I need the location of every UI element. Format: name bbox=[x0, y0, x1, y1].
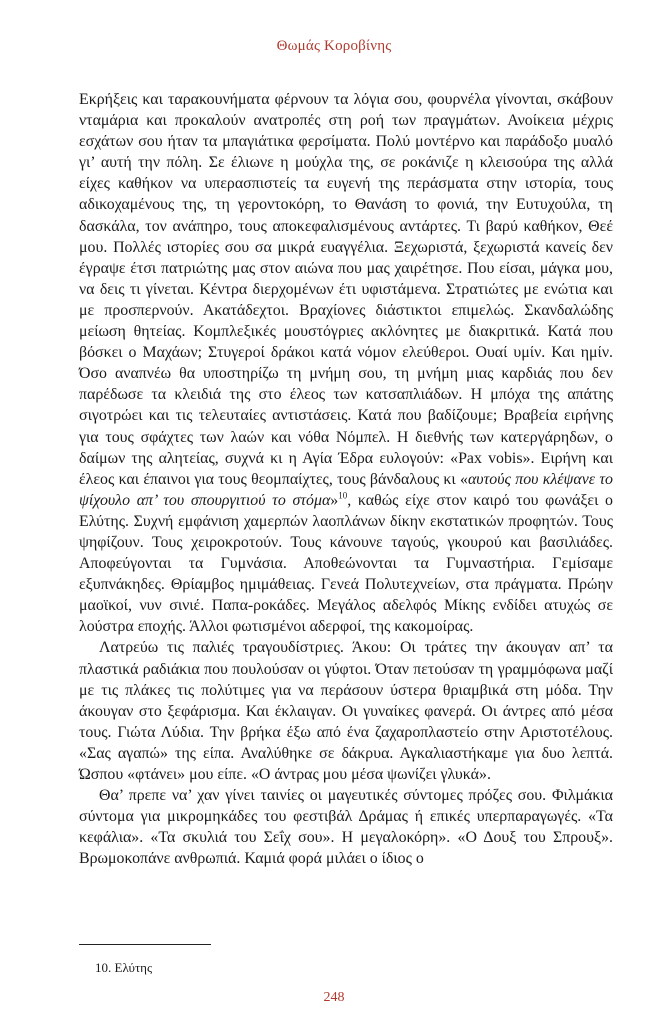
paragraph-1-part-3: , καθώς είχε στον καιρό του φωνάξει ο Ελύτης. Συχνή εμφάνιση χαμερπών λαοπλάνων δίκην εκστατικών προφητών. Τους ψηφίζουν. Τους χειροκροτούν. Τους κάνουνε ταγούς, γκουρού και βασιλιάδες. Αποφεύγονται τα Γυμνάσια. Αποθεώνονται τα Γυμναστήρια. Γεμίσαμε εξυπνάκηδες. Θρίαμβος ημιμάθειας. Γενεά Πολυτεχνείων, στα πράγματα. Πρώην μαοϊκοί, νυν σινιέ. Παπα-ροκάδες. Μεγάλος αδελφός Μίκης ενδίδει ατυχώς σε λούστρα εποχής. Άλλοι φωτισμένοι αδερφοί, της κακομοίρας. bbox=[79, 491, 613, 636]
paragraph-1-part-1: Εκρήξεις και ταρακουνήματα φέρνουν τα λόγια σου, φουρνέλα γίνονται, σκάβουν νταμάρια και προκαλούν ανατροπές στη ροή των πραγμάτων. Ανοίκεια μέχρις εσχάτων σου ήταν τα μπαγιάτικα φερσίματα. Πολύ μοντέρνο και παράδοξο μυαλό γι’ αυτή την πόλη. Σε έλιωνε η μούχλα της, σε ροκάνιζε η κλεισούρα της αλλά είχες καθήκον να υπερασπιστείς τα ευγενή της περάσματα στην ιστορία, τους αδικοχαμένους της, τη γεροντοκόρη, το Θανάση το φονιά, την Ευτυχούλα, τη δασκάλα, τον ανάπηρο, τους αποκεφαλισμένους αντάρτες. Τι βαρύ καθήκον, Θεέ μου. Πολλές ιστορίες σου σα μικρά ευαγγέλια. Ξεχωριστά, ξεχωριστά κανείς δεν έγραψε έτσι πατριώτης μας στον αιώνα που μας χαιρέτησε. Που είσαι, μάγκα μου, να δεις τι γίνεται. Κέντρα διερχομένων έτι υφιστάμενα. Στρατιώτες με ενώτια και με προσπερνούν. Ακατάδεχτοι. Βραχίονες διάστικτοι επιμελώς. Σκανδαλώδης μείωση θητείας. Κομπλεξικές μουστόγριες ακλόνητες με διακριτικά. Κατά που βόσκει ο Μαχάων; Στυγεροί δράκοι κατά νόμον ελεύθεροι. Ουαί υμίν. Και ημίν. Όσο αναπνέω θα υποστηρίζω τη μνήμη σου, τη μνήμη μιας καρδιάς που δεν παρέδωσε τα κλειδιά της στο έλεος των κατσαπλιάδων. Η μπόχα της απάτης σιγοτρώει και τις τελευταίες αντιστάσεις. Κατά που βαδίζουμε; Βραβεία ειρήνης για τους σφάχτες των λαών και νόθα Νόμπελ. Η διεθνής των κατεργάρηδων, ο δαίμων της αλητείας, συχνά κι η Αγία Έδρα ευλογούν: «Pax vobis». Ειρήνη και έλεος και έπαινοι για τους θεομπαίχτες, τους βάνδαλους κι « bbox=[79, 91, 613, 488]
footnote-divider bbox=[79, 944, 211, 945]
footnote-reference: 10 bbox=[338, 490, 348, 501]
running-header bbox=[0, 38, 668, 55]
paragraph-1 bbox=[79, 89, 613, 637]
paragraph-2: Λατρεύω τις παλιές τραγουδίστριες. Άκου: Οι τράτες την άκουγαν απ’ τα πλαστικά ραδιάκια που πουλούσαν οι γύφτοι. Όταν πετούσαν τη γραμμόφωνα μαζί με τις πλάκες τις πολύτιμες για να περάσουν ύστερα θριαμβικά στη μόδα. Την άκουγαν στο ξεφάρισμα. Και έκλαιγαν. Οι γυναίκες φανερά. Οι άντρες από μέσα τους. Γιώτα Λύδια. Την βρήκα έξω από ένα ζαχαροπλαστείο στην Αριστοτέλους. «Σας αγαπώ» της είπα. Αναλύθηκε σε δάκρυα. Αγκαλιαστήκαμε για δυο λεπτά. Ώσπου «φτάνει» μου είπε. «Ο άντρας μου μέσα ψωνίζει γλυκά». bbox=[79, 639, 613, 783]
paragraph-1-part-2: » bbox=[330, 491, 339, 509]
page-number: 248 bbox=[323, 990, 345, 1005]
running-title: Θωμάς Κοροβίνης bbox=[276, 38, 392, 54]
footnote: 10. Ελύτης bbox=[95, 960, 153, 975]
elytis-quote: αυτούς που κλέψανε το ψίχουλο απ’ του σπουργιτιού το στόμα bbox=[79, 470, 614, 509]
paragraph-3: Θα’ πρεπε να’ χαν γίνει ταινίες οι μαγευτικές σύντομες πρόζες σου. Φιλμάκια σύντομα για μικρομηκάδες του φεστιβάλ Δράμας ή επικές υπερπαραγωγές. «Τα κεφάλια». «Τα σκυλιά του Σεΐχ σου». Η μεγαλοκόρη». «Ο Δουξ του Σπρουξ». Βρωμοκοπάνε ανθρωπιά. Καμιά φορά μιλάει ο ίδιος ο bbox=[79, 787, 613, 868]
main-text bbox=[79, 89, 613, 869]
